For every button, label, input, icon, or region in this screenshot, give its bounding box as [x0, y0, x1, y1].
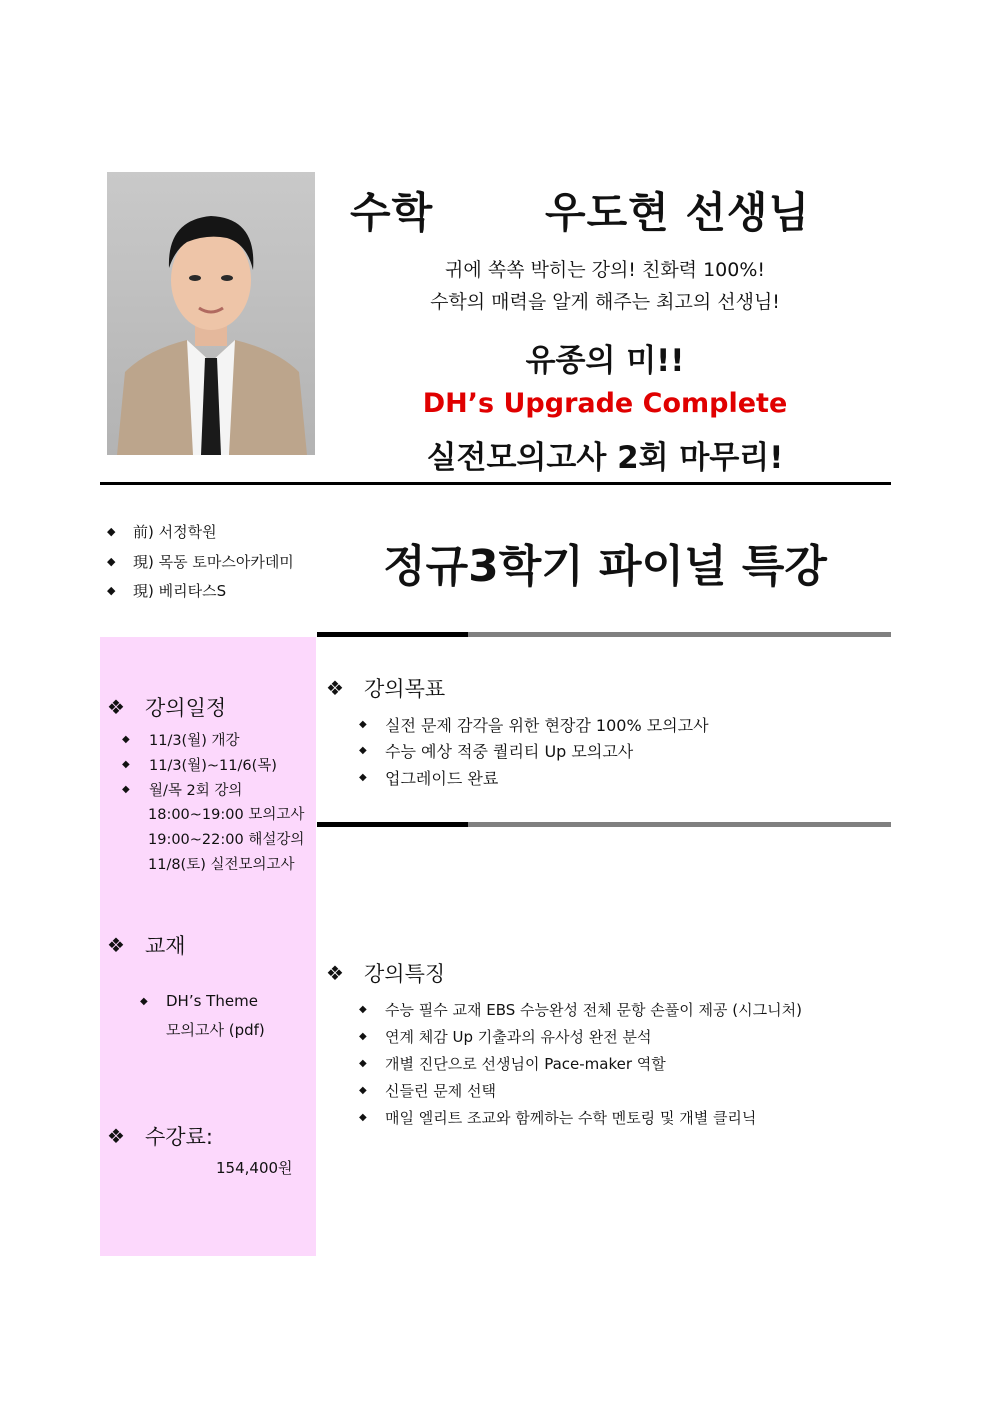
fee-heading: ❖ 수강료: — [107, 1124, 213, 1149]
finish-heading: 실전모의고사 2회 마무리! — [426, 440, 784, 476]
goal-item: ◆ 수능 예상 적중 퀄리티 Up 모의고사 — [359, 742, 634, 762]
diamond-bullet-icon: ◆ — [359, 718, 367, 730]
section-bar-gray — [468, 632, 891, 637]
upgrade-slogan: DH’s Upgrade Complete — [422, 388, 788, 419]
header-divider — [100, 482, 891, 485]
schedule-item: ◆ 월/목 2회 강의 — [122, 783, 243, 799]
career-item: ◆ 前) 서정학원 — [107, 523, 217, 542]
section-bar-black — [317, 632, 468, 637]
feature-item: ◆ 개별 진단으로 선생님이 Pace-maker 역할 — [359, 1055, 666, 1073]
textbook-heading: ❖ 교재 — [107, 933, 186, 958]
diamond-bullet-icon: ◆ — [122, 784, 130, 795]
feature-item: ◆ 신들린 문제 선택 — [359, 1082, 496, 1100]
goal-item: ◆ 업그레이드 완료 — [359, 768, 499, 788]
fee-value: 154,400원 — [216, 1159, 293, 1177]
textbook-item: ◆ DH’s Theme — [140, 992, 258, 1010]
goal-item: ◆ 실전 문제 감각을 위한 현장감 100% 모의고사 — [359, 715, 709, 735]
subject-title: 수학 — [350, 188, 434, 237]
goals-heading: ❖ 강의목표 — [326, 676, 446, 701]
diamond-bullet-icon: ◆ — [359, 745, 367, 757]
diamond-bullet-icon: ◆ — [359, 1085, 367, 1096]
diamond-bullet-icon: ◆ — [359, 771, 367, 783]
feature-item: ◆ 연계 체감 Up 기출과의 유사성 완전 분석 — [359, 1028, 652, 1046]
goals-list — [359, 711, 709, 791]
clover-bullet-icon: ❖ — [107, 933, 125, 957]
teacher-photo — [107, 172, 315, 455]
diamond-bullet-icon: ◆ — [122, 734, 130, 745]
feature-item: ◆ 수능 필수 교재 EBS 수능완성 전체 문항 손풀이 제공 (시그니처) — [359, 1001, 802, 1019]
diamond-bullet-icon: ◆ — [359, 1031, 367, 1042]
tagline-line-1: 귀에 쏙쏙 박히는 강의! 친화력 100%! — [445, 259, 765, 281]
textbook-item-continued: 모의고사 (pdf) — [166, 1021, 265, 1039]
schedule-detail: 18:00~19:00 모의고사 — [148, 807, 305, 823]
features-list — [359, 996, 802, 1131]
feature-item: ◆ 매일 엘리트 조교와 함께하는 수학 멘토링 및 개별 클리닉 — [359, 1109, 757, 1127]
section-bar-gray — [468, 822, 891, 827]
diamond-bullet-icon: ◆ — [359, 1058, 367, 1069]
diamond-bullet-icon: ◆ — [359, 1004, 367, 1015]
features-heading: ❖ 강의특징 — [326, 961, 446, 986]
diamond-bullet-icon: ◆ — [122, 759, 130, 770]
schedule-detail: 19:00~22:00 해설강의 — [148, 832, 305, 848]
clover-bullet-icon: ❖ — [107, 695, 125, 719]
career-item: ◆ 現) 목동 토마스아카데미 — [107, 552, 294, 571]
diamond-bullet-icon: ◆ — [107, 525, 116, 539]
section-bar-black — [317, 822, 468, 827]
career-item: ◆ 現) 베리타스S — [107, 582, 227, 601]
schedule-list — [122, 727, 277, 802]
clover-bullet-icon: ❖ — [107, 1124, 125, 1148]
clover-bullet-icon: ❖ — [326, 676, 344, 700]
diamond-bullet-icon: ◆ — [359, 1112, 367, 1123]
schedule-detail: 11/8(토) 실전모의고사 — [148, 857, 295, 873]
tagline-line-2: 수학의 매력을 알게 해주는 최고의 선생님! — [430, 291, 780, 313]
motto-heading: 유종의 미!! — [525, 343, 685, 379]
course-title: 정규3학기 파이널 특강 — [383, 541, 827, 592]
diamond-bullet-icon: ◆ — [107, 584, 116, 598]
schedule-item: ◆ 11/3(월)~11/6(목) — [122, 758, 277, 774]
portrait-image — [107, 172, 315, 455]
schedule-heading: ❖ 강의일정 — [107, 695, 227, 720]
teacher-name: 우도현 선생님 — [545, 188, 811, 237]
career-list — [107, 517, 294, 606]
diamond-bullet-icon: ◆ — [140, 995, 148, 1007]
clover-bullet-icon: ❖ — [326, 961, 344, 985]
diamond-bullet-icon: ◆ — [107, 554, 116, 568]
schedule-item: ◆ 11/3(월) 개강 — [122, 733, 240, 749]
